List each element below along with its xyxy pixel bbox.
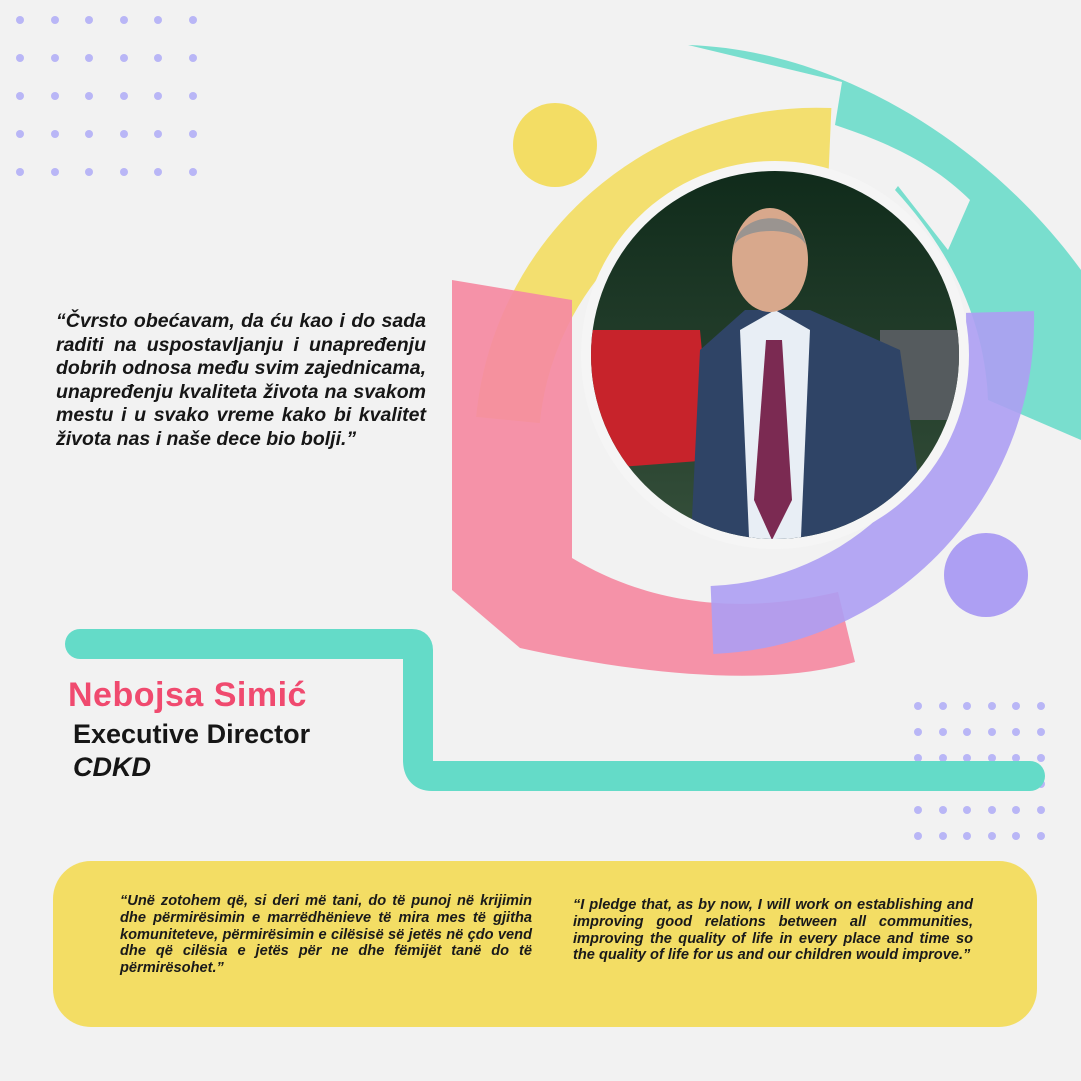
quote-box xyxy=(53,861,1037,1027)
person-name: Nebojsa Simić xyxy=(68,676,307,714)
person-organization: CDKD xyxy=(73,752,151,782)
quote-albanian: “Unë zotohem që, si deri më tani, do të punoj në krijimin dhe përmirësimin e marrëdhënieve të mira mes të gjitha komuniteteve, përmirësimin e cilësisë së jetës në çdo vend dhe që cilësia e jetës për ne dhe fëmijët tanë do të përmirësohet.” xyxy=(120,893,532,977)
quote-english: “I pledge that, as by now, I will work on establishing and improving good relations between all communities, improving the quality of life in every place and time so the quality of life for us and our children would improve.” xyxy=(573,897,973,964)
person-title: Executive Director xyxy=(73,719,311,749)
quote-serbian: “Čvrsto obećavam, da ću kao i do sada raditi na uspostavljanju i unapređenju dobrih odnosa među svim zajednicama, unapređenju kvaliteta života na svakom mestu i u svako vreme kako bi kvalitet života nas i naše dece bio bolji.” xyxy=(56,310,426,450)
